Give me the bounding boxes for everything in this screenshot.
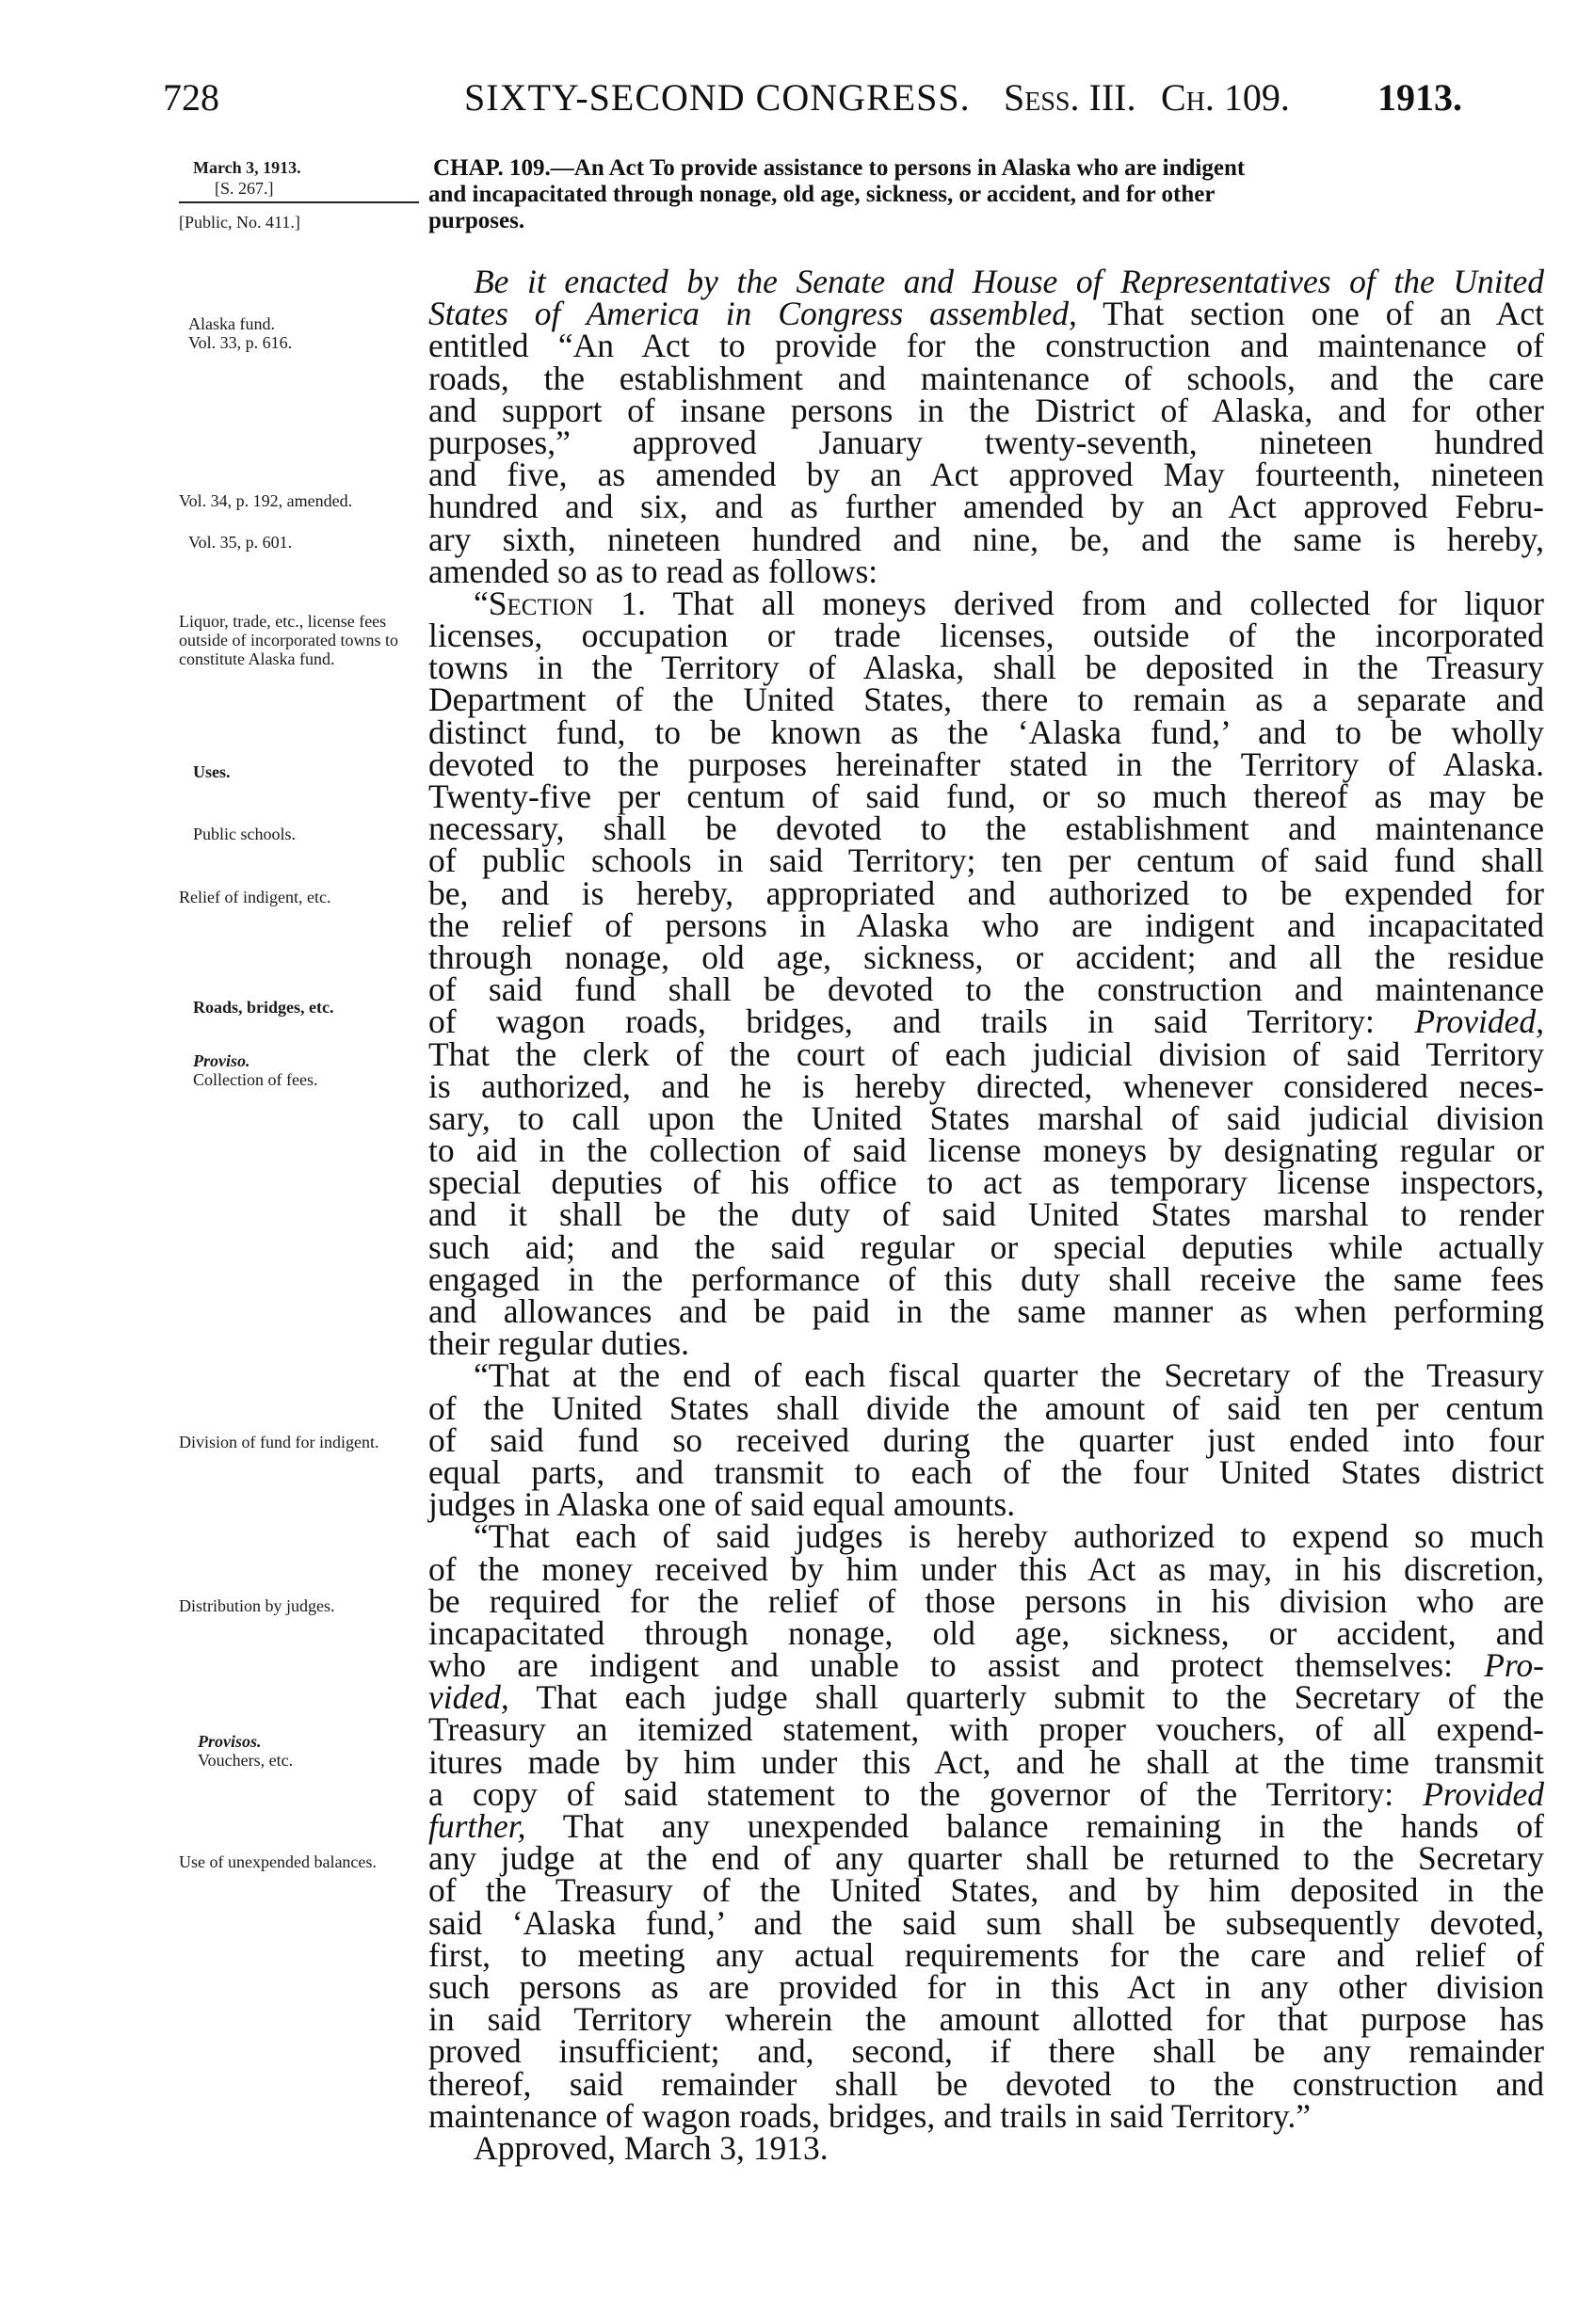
approval-line: Approved, March 3, 1913. [474,2128,829,2167]
section-label: Section 1. [488,584,646,622]
text-line: in said Territory wherein the amount allotted for that purpose has [428,2000,1544,2039]
enacting-clause-italic: States of America in Congress assembled, [428,295,1077,333]
text-line: Treasury an itemized statement, with proper vouchers, of all expend- [428,1710,1544,1749]
text-line: judges in Alaska one of said equal amounts. [428,1485,1016,1524]
text-line: is authorized, and he is hereby directed, whenever considered neces- [428,1066,1544,1105]
text-line: distinct fund, to be known as the ‘Alaska fund,’ and to be wholly [428,713,1544,751]
text-line: itures made by him under this Act, and he shall at the time transmit [428,1742,1544,1781]
text-span: That each judge shall quarterly submit to the Secretary of the [508,1678,1544,1717]
margin-uses: Uses. [193,762,231,781]
text-line: entitled “An Act to provide for the construction and maintenance of [428,327,1544,365]
header-session: Sess. III. [1004,76,1136,119]
margin-public-schools: Public schools. [193,825,297,843]
text-line: licenses, occupation or trade licenses, outside of the incorporated [428,617,1544,655]
text-line: and support of insane persons in the District of Alaska, and for other [428,391,1544,429]
text-line [428,1646,1544,1685]
text-line: “That each of said judges is hereby authorized to expend so much [474,1517,1544,1556]
text-line: devoted to the purposes hereinafter stated in the Territory of Alaska. [428,745,1544,783]
text-line: their regular duties. [428,1324,689,1363]
margin-unexpended: Use of unexpended balances. [179,1852,377,1871]
text-line: roads, the establishment and maintenance of schools, and the care [428,359,1544,397]
text-line [428,1002,1544,1041]
text-line [428,295,1544,333]
page-header [163,75,1500,132]
chapter-heading-line: purposes. [428,208,525,233]
chapter-heading [428,155,1544,234]
section-line [428,584,1544,622]
text-line: first, to meeting any actual requirements for the care and relief of [428,1935,1544,1974]
text-line: That the clerk of the court of each judicial division of said Territory [428,1034,1544,1073]
text-line: and it shall be the duty of said United States marshal to render [428,1195,1544,1234]
text-line: be required for the relief of those persons in his division who are [428,1581,1544,1620]
text-line: purposes,” approved January twenty-seventh, nineteen hundred [428,423,1544,461]
text-line: incapacitated through nonage, old age, sickness, or accident, and [428,1613,1544,1652]
margin-distribution: Distribution by judges. [179,1596,335,1615]
margin-date: March 3, 1913. [193,158,301,177]
proviso-word: vided, [428,1678,509,1717]
margin-vol34: Vol. 34, p. 192, amended. [179,491,353,510]
text-line [428,1807,1544,1845]
text-line: of public schools in said Territory; ten per centum of said fund shall [428,841,1544,880]
text-line: said ‘Alaska fund,’ and the said sum shall be subsequently devoted, [428,1903,1544,1942]
act-body [428,263,1544,2167]
chapter-heading-line: and incapacitated through nonage, old age, sickness, or accident, and for other [428,182,1216,207]
margin-alaska-fund: Alaska fund. [188,314,275,333]
proviso-word: Provided [1423,1774,1544,1813]
text-line: special deputies of his office to act as temporary license inspectors, [428,1163,1544,1202]
text-line: hundred and six, and as further amended by an Act approved Febru- [428,488,1544,526]
margin-liquor: Liquor, trade, etc., license fees outside of incorporated towns to constitute Alaska fund. [179,612,398,668]
text-line: and allowances and be paid in the same manner as when performing [428,1292,1544,1330]
text-line: maintenance of wagon roads, bridges, and trails in said Territory.” [428,2096,1311,2135]
text-line: of the Treasury of the United States, and by him deposited in the [428,1871,1544,1910]
text-line: any judge at the end of any quarter shall be returned to the Secretary [428,1839,1544,1878]
text-line: such aid; and the said regular or special deputies while actually [428,1227,1544,1266]
margin-proviso: Proviso. [193,1051,250,1070]
text-span: That section one of an Act [1076,295,1544,333]
text-line [428,1774,1544,1813]
header-chapter: Ch. 109. [1161,76,1290,119]
text-line: “That at the end of each fiscal quarter the Secretary of the Treasury [474,1356,1544,1395]
text-line: to aid in the collection of said license moneys by designating regular or [428,1131,1544,1170]
text-span: That any unexpended balance remaining in the hands of [525,1807,1544,1845]
chapter-heading-line: CHAP. 109.—An Act To provide assistance to persons in Alaska who are indigent [433,155,1246,181]
margin-relief: Relief of indigent, etc. [179,888,331,906]
text-line: equal parts, and transmit to each of the four United States district [428,1452,1544,1491]
enacting-clause: Be it enacted by the Senate and House of Representatives of the United [474,263,1544,300]
text-line: of said fund so received during the quarter just ended into four [428,1420,1544,1459]
margin-collection: Collection of fees. [193,1070,318,1089]
proviso-word: Provided, [1414,1002,1544,1041]
margin-bill: [S. 267.] [215,179,274,198]
text-line: of said fund shall be devoted to the construction and maintenance [428,970,1544,1009]
margin-provisos: Provisos. [198,1732,262,1751]
text-line: and five, as amended by an Act approved May fourteenth, nineteen [428,456,1544,494]
text-span: of wagon roads, bridges, and trails in said Territory: [428,1002,1415,1041]
text-line: the relief of persons in Alaska who are indigent and incapacitated [428,906,1544,944]
text-line: of the United States shall divide the amount of said ten per centum [428,1388,1544,1427]
text-line: engaged in the performance of this duty shall receive the same fees [428,1259,1544,1298]
text-line: amended so as to read as follows: [428,552,878,590]
margin-public: [Public, No. 411.] [179,213,300,232]
proviso-word: Pro- [1484,1646,1544,1685]
text-line: sary, to call upon the United States marshal of said judicial division [428,1098,1544,1137]
margin-division: Division of fund for indigent. [179,1433,379,1451]
text-line: such persons as are provided for in this Act in any other division [428,1967,1544,2006]
text-line: Twenty-five per centum of said fund, or so much thereof as may be [428,777,1544,815]
text-line: necessary, shall be devoted to the establishment and maintenance [428,809,1544,848]
page-number: 728 [163,76,219,119]
quote-mark: “ [474,584,489,622]
margin-rule [179,201,419,203]
text-line: of the money received by him under this Act as may, in his discretion, [428,1549,1544,1588]
margin-vol35: Vol. 35, p. 601. [188,533,293,552]
text-span: who are indigent and unable to assist and protect themselves: [428,1646,1485,1685]
margin-vouchers: Vouchers, etc. [198,1751,294,1770]
text-line: Department of the United States, there to remain as a separate and [428,681,1544,719]
text-line: towns in the Territory of Alaska, shall be deposited in the Treasury [428,649,1544,687]
text-span: That all moneys derived from and collected for liquor [645,584,1544,622]
text-span: a copy of said statement to the governor of the Territory: [428,1774,1424,1813]
margin-vol33: Vol. 33, p. 616. [188,333,293,352]
text-line [428,1678,1544,1717]
text-line: be, and is hereby, appropriated and authorized to be expended for [428,874,1544,912]
text-line: ary sixth, nineteen hundred and nine, be, and the same is hereby, [428,520,1544,558]
proviso-word: further, [428,1807,526,1845]
text-line: thereof, said remainder shall be devoted to the construction and [428,2064,1544,2103]
header-title: SIXTY-SECOND CONGRESS. [464,76,971,119]
margin-roads: Roads, bridges, etc. [193,998,334,1017]
header-year: 1913. [1377,76,1462,119]
text-line: through nonage, old age, sickness, or accident; and all the residue [428,938,1544,976]
text-line: proved insufficient; and, second, if there shall be any remainder [428,2032,1544,2071]
